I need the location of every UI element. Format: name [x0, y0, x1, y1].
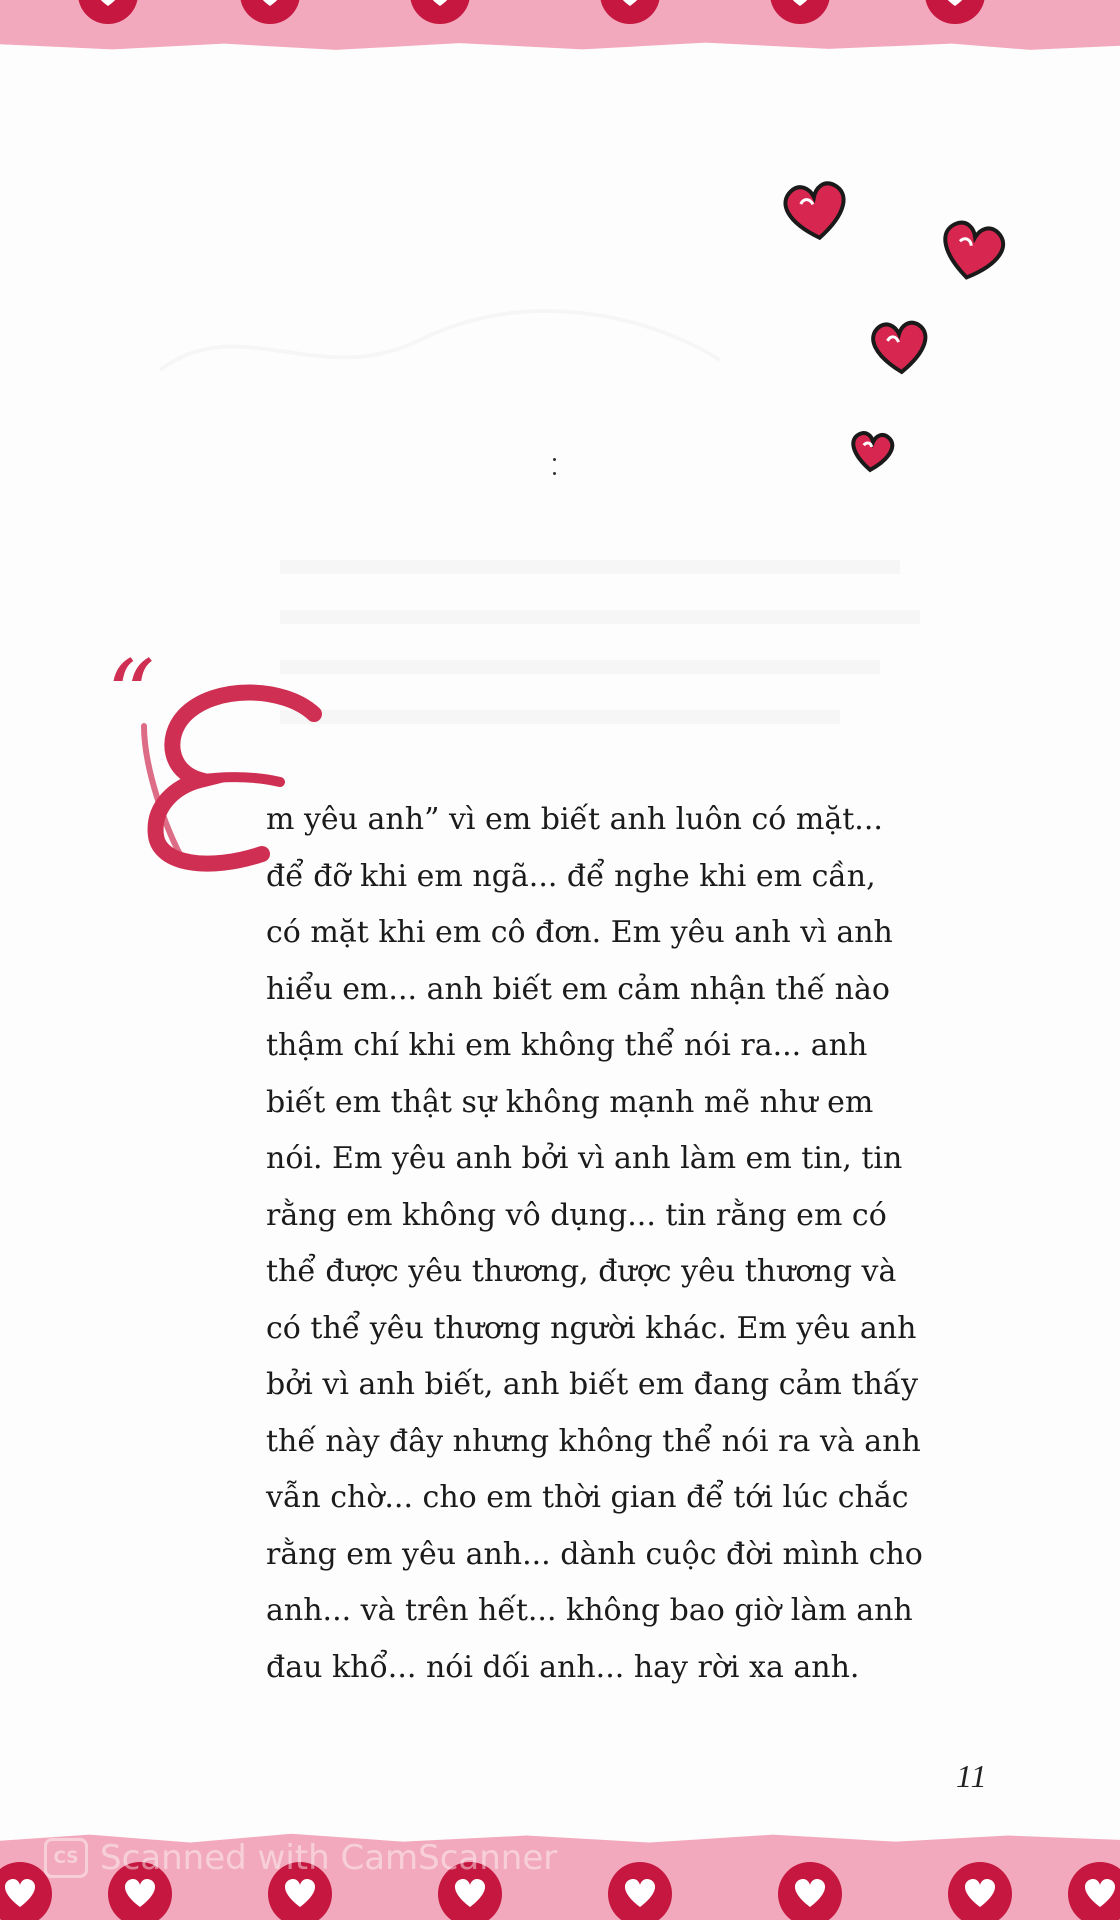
heart-icon — [770, 0, 830, 24]
speck — [553, 458, 556, 461]
heart-icon — [851, 432, 894, 472]
heart-icon — [1068, 1862, 1120, 1920]
heart-icon — [240, 0, 300, 24]
decorative-hearts — [760, 170, 1020, 490]
speck — [553, 472, 556, 475]
heart-icon — [608, 1862, 672, 1920]
heart-icon — [783, 181, 848, 241]
scanner-watermark — [44, 1835, 557, 1881]
heart-icon — [948, 1862, 1012, 1920]
heart-icon — [778, 1862, 842, 1920]
passage-text: m yêu anh” vì em biết anh luôn có mặt... để đỡ khi em ngã... để nghe khi em cần, có mặt khi em cô đơn. Em yêu anh vì anh hiểu em... anh biết em cảm nhận thế nào thậm chí khi em không thể nói ra... anh biết em thật sự không mạnh mẽ như em nói. Em yêu anh bởi vì anh làm em tin, tin rằng em không vô dụng... tin rằng em có thể được yêu thương, được yêu thương và có thể yêu thương người khác. Em yêu anh bởi vì anh biết, anh biết em đang cảm thấy thế này đây nhưng không thể nói ra và anh vẫn chờ... cho em thời gian để tới lúc chắc rằng em yêu anh... dành cuộc đời mình cho anh... và trên hết... không bao giờ làm anh đau khổ... nói dối anh... hay rời xa anh. — [266, 802, 923, 1685]
heart-icon — [872, 322, 928, 374]
camscanner-logo-icon: CS — [44, 1838, 88, 1878]
page-number: 11 — [956, 1758, 988, 1794]
heart-icon — [78, 0, 138, 24]
opening-quote-mark: “ — [106, 640, 156, 752]
top-heart-border — [0, 0, 1120, 52]
heart-icon — [410, 0, 470, 24]
heart-icon — [925, 0, 985, 24]
top-heart-pattern — [0, 0, 1120, 52]
watermark-text: Scanned with CamScanner — [100, 1838, 558, 1878]
heart-icon — [938, 220, 1006, 284]
heart-icon — [600, 0, 660, 24]
